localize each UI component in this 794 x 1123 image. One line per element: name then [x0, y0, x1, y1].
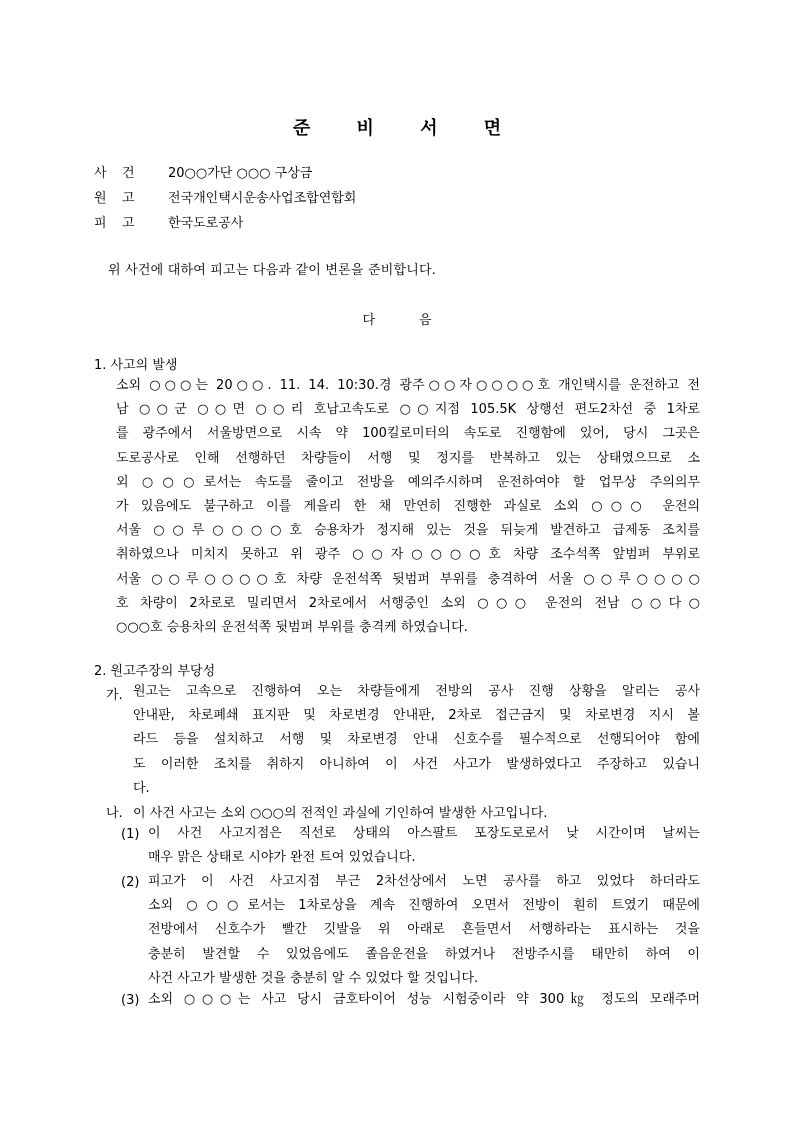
meta-plaintiff-value: 전국개인택시운송사업조합연합회: [168, 191, 357, 206]
section1-heading: 1. 사고의 발생: [94, 358, 178, 373]
item-3-paragraph: [148, 988, 700, 1012]
heading-char: 음: [419, 313, 432, 328]
paragraph-line: 사건 사고가 발생한 것을 충분히 알 수 있었다 할 것입니다.: [148, 970, 479, 986]
paragraph-line: 도로공사로 인해 선행하던 차량들이 서행 및 정지를 반복하고 있는 상태였으므로 소: [116, 450, 700, 466]
meta-label-char: 피: [94, 216, 107, 231]
paragraph-line: 취하였으나 미치지 못하고 위 광주 ○○자○○○○호 차량 조수석쪽 앞범퍼 부위로: [116, 547, 700, 563]
paragraph-line: 도 이러한 조치를 취하지 아니하여 이 사건 사고가 발생하였다고 주장하고 있습니: [133, 756, 700, 772]
meta-defendant-value: 한국도로공사: [168, 216, 244, 231]
item-na-text: 이 사건 사고는 소외 ○○○의 전적인 과실에 기인하여 발생한 사고입니다.: [133, 806, 548, 821]
paragraph-line: 를 광주에서 서울방면으로 시속 약 100킬로미터의 속도로 진행함에 있어, 당시 그곳은: [116, 426, 700, 442]
item-2-paragraph: [148, 870, 700, 991]
intro-sentence: 위 사건에 대하여 피고는 다음과 같이 변론을 준비합니다.: [108, 263, 437, 278]
paragraph-line: 가 있음에도 불구하고 이를 게을리 한 채 만연히 진행한 과실로 소외 ○○○ 운전의: [116, 499, 700, 515]
paragraph-line: 안내판, 차로폐쇄 표지판 및 차로변경 안내판, 2차로 접근금지 및 차로변경 지시 볼: [133, 708, 700, 724]
paragraph-line: 매우 맑은 상태로 시야가 완전 트여 있었습니다.: [148, 850, 416, 866]
document-title: 준 비 서 면: [292, 118, 522, 139]
meta-label-char: 사: [94, 166, 107, 181]
paragraph-line: 충분히 발견할 수 있었음에도 졸음운전을 하였거나 전방주시를 태만히 하여 이: [148, 946, 700, 962]
meta-case-value: 20○○가단 ○○○ 구상금: [168, 166, 313, 181]
item-2-mark: (2): [121, 875, 140, 890]
heading-da-eum: [0, 309, 794, 328]
paragraph-line: 이 사건 사고지점은 직선로 상태의 아스팔트 포장도로로서 낮 시간이며 날씨는: [148, 826, 700, 841]
item-na-mark: 나.: [106, 806, 123, 821]
paragraph-line: 소외 ○○○는 사고 당시 금호타이어 성능 시험중이라 약 300㎏ 정도의 모래주머: [148, 992, 700, 1007]
paragraph-line: 원고는 고속으로 진행하여 오는 차량들에게 전방의 공사 진행 상황을 알리는 공사: [133, 684, 700, 699]
meta-case-row: [94, 164, 312, 184]
paragraph-line: 서울 ○○루○○○○호 차량 운전석쪽 뒷범퍼 부위를 충격하여 서울 ○○루○○○○: [116, 571, 700, 587]
paragraph-line: 다.: [133, 780, 150, 796]
meta-plaintiff-row: [94, 189, 356, 209]
paragraph-line: 남 ○○군 ○○면 ○○리 호남고속도로 ○○지점 105.5K 상행선 편도2차선 중 1차로: [116, 402, 700, 418]
paragraph-line: 외 ○○○로서는 속도를 줄이고 전방을 예의주시하며 운전하여야 할 업무상 주의의무: [116, 474, 700, 490]
section2-heading: 2. 원고주장의 부당성: [94, 664, 216, 679]
heading-char: 다: [362, 313, 375, 328]
item-ga-mark: 가.: [106, 688, 123, 703]
meta-defendant-row: [94, 214, 243, 234]
paragraph-line: 피고가 이 사건 사고지점 부근 2차선상에서 노면 공사를 하고 있었다 하더라도: [148, 874, 700, 889]
meta-label-char: 건: [122, 166, 135, 181]
item-3-mark: (3): [121, 993, 140, 1008]
paragraph-line: 전방에서 신호수가 빨간 깃발을 위 아래로 흔들면서 서행하라는 표시하는 것을: [148, 922, 700, 938]
meta-label-char: 고: [122, 216, 135, 231]
paragraph-line: 호 차량이 2차로로 밀리면서 2차로에서 서행중인 소외 ○○○ 운전의 전남 ○○다○: [116, 595, 700, 611]
paragraph-line: 소외 ○○○는 20○○. 11. 14. 10:30.경 광주○○자○○○○호 개인택시를 운전하고 전: [116, 378, 700, 393]
paragraph-line: ○○○호 승용차의 운전석쪽 뒷범퍼 부위를 충격케 하였습니다.: [116, 620, 468, 636]
paragraph-line: 서울 ○○루○○○○호 승용차가 정지해 있는 것을 뒤늦게 발견하고 급제동 조치를: [116, 523, 700, 539]
section1-paragraph: [116, 374, 700, 640]
meta-label-char: 고: [122, 191, 135, 206]
item-ga-paragraph: [133, 680, 700, 801]
meta-label-char: 원: [94, 191, 107, 206]
item-1-mark: (1): [121, 827, 140, 842]
item-1-paragraph: [148, 822, 700, 870]
paragraph-line: 라드 등을 설치하고 서행 및 차로변경 안내 신호수를 필수적으로 선행되어야 함에: [133, 732, 700, 748]
paragraph-line: 소외 ○○○로서는 1차로상을 계속 진행하여 오면서 전방이 훤히 트였기 때문에: [148, 898, 700, 914]
